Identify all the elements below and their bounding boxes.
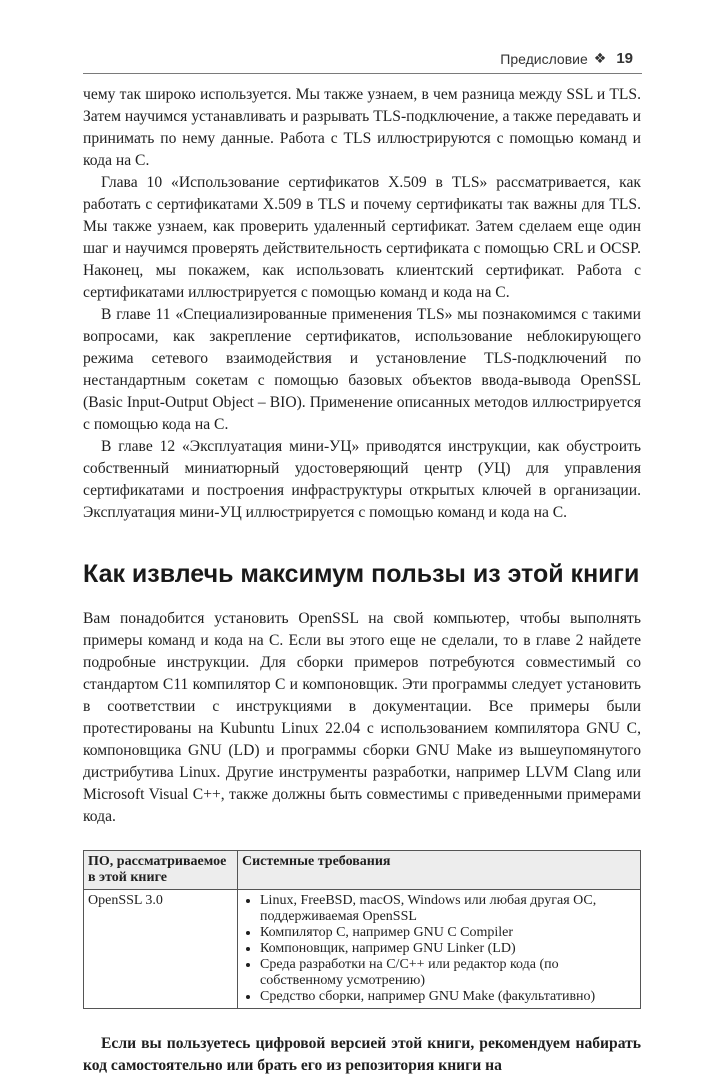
requirements-table bbox=[83, 850, 641, 1009]
paragraph-chapter-12: В главе 12 «Эксплуатация мини-УЦ» приводятся инструкции, как обустроить собственный миниатюрный удостоверяющий центр (УЦ) для управления сертификатами и построения инфраструктуры открытых ключей в организации. Эксплуатация мини-УЦ иллюстрируется с помощью команд и кода на C. bbox=[83, 438, 641, 521]
header-section-title: Предисловие bbox=[500, 50, 588, 67]
list-item: • Linux, FreeBSD, macOS, Windows или любая другая ОС, поддерживаемая OpenSSL bbox=[260, 893, 636, 925]
paragraph-chapter-10: Глава 10 «Использование сертификатов X.509 в TLS» рассматривается, как работать с сертификатами X.509 в TLS и почему сертификаты так важны для TLS. Мы также узнаем, как проверить удаленный сертификат. Затем сделаем еще один шаг и научимся проверять действительность сертификата с помощью CRL и OCSP. Наконец, мы покажем, как использовать клиентский сертификат. Работа с сертификатами иллюстрируется с помощью команд и кода на C. bbox=[83, 174, 641, 301]
diamond-bullet-icon: ❖ bbox=[593, 50, 607, 66]
section-paragraph: Вам понадобится установить OpenSSL на свой компьютер, чтобы выполнять примеры команд и кода на C. Если вы этого еще не сделали, то в главе 2 найдете подробные инструкции. Для сборки примеров потребуются совместимый со стандартом C11 компилятор C и компоновщик. Эти программы следует установить в соответствии с инструкциями в документации. Все примеры были протестированы на Kubuntu Linux 22.04 с использованием компилятора GNU C, компоновщика GNU (LD) и программы сборки GNU Make из вышеупомянутого дистрибутива Linux. Другие инструменты разработки, например LLVM Clang или Microsoft Visual C++, также должны быть совместимы с приведенными примерами кода. bbox=[83, 610, 641, 825]
bold-paragraph: Если вы пользуетесь цифровой версией этой книги, рекомендуем набирать код самостоятельно или брать его из репозитория книги на bbox=[83, 1035, 641, 1074]
list-item: • Средство сборки, например GNU Make (факультативно) bbox=[260, 989, 636, 1005]
running-header bbox=[500, 50, 633, 67]
table-header-software: ПО, рассматриваемое в этой книге bbox=[84, 851, 238, 890]
paragraph-continuation: чему так широко используется. Мы также узнаем, в чем разница между SSL и TLS. Затем научимся устанавливать и разрывать TLS-подключение, а также передавать и принимать по нему данные. Работа с TLS иллюстрируются с помощью команд и кода на C. bbox=[83, 86, 641, 169]
list-item: • Компоновщик, например GNU Linker (LD) bbox=[260, 941, 636, 957]
page-number: 19 bbox=[616, 50, 633, 67]
table-cell-requirements bbox=[238, 890, 641, 1009]
section-heading: Как извлечь максимум пользы из этой книги bbox=[83, 560, 640, 588]
list-item: • Компилятор C, например GNU C Compiler bbox=[260, 925, 636, 941]
paragraph-chapter-11: В главе 11 «Специализированные применения TLS» мы познакомимся с такими вопросами, как закрепление сертификатов, использование неблокирующего режима сетевого взаимодействия и установление TLS-подключений по нестандартным сокетам с помощью базовых объектов ввода-вывода OpenSSL (Basic Input-Output Object – BIO). Применение описанных методов иллюстрируется с помощью кода на C. bbox=[83, 306, 641, 433]
header-divider bbox=[83, 73, 642, 74]
page-body bbox=[83, 84, 641, 1077]
list-item: • Среда разработки на C/C++ или редактор кода (по собственному усмотрению) bbox=[260, 957, 636, 989]
table-row bbox=[84, 890, 641, 1009]
table-header-requirements: Системные требования bbox=[238, 851, 641, 890]
requirements-list bbox=[242, 893, 636, 1005]
table-cell-software: OpenSSL 3.0 bbox=[84, 890, 238, 1009]
table-header-row bbox=[84, 851, 641, 890]
